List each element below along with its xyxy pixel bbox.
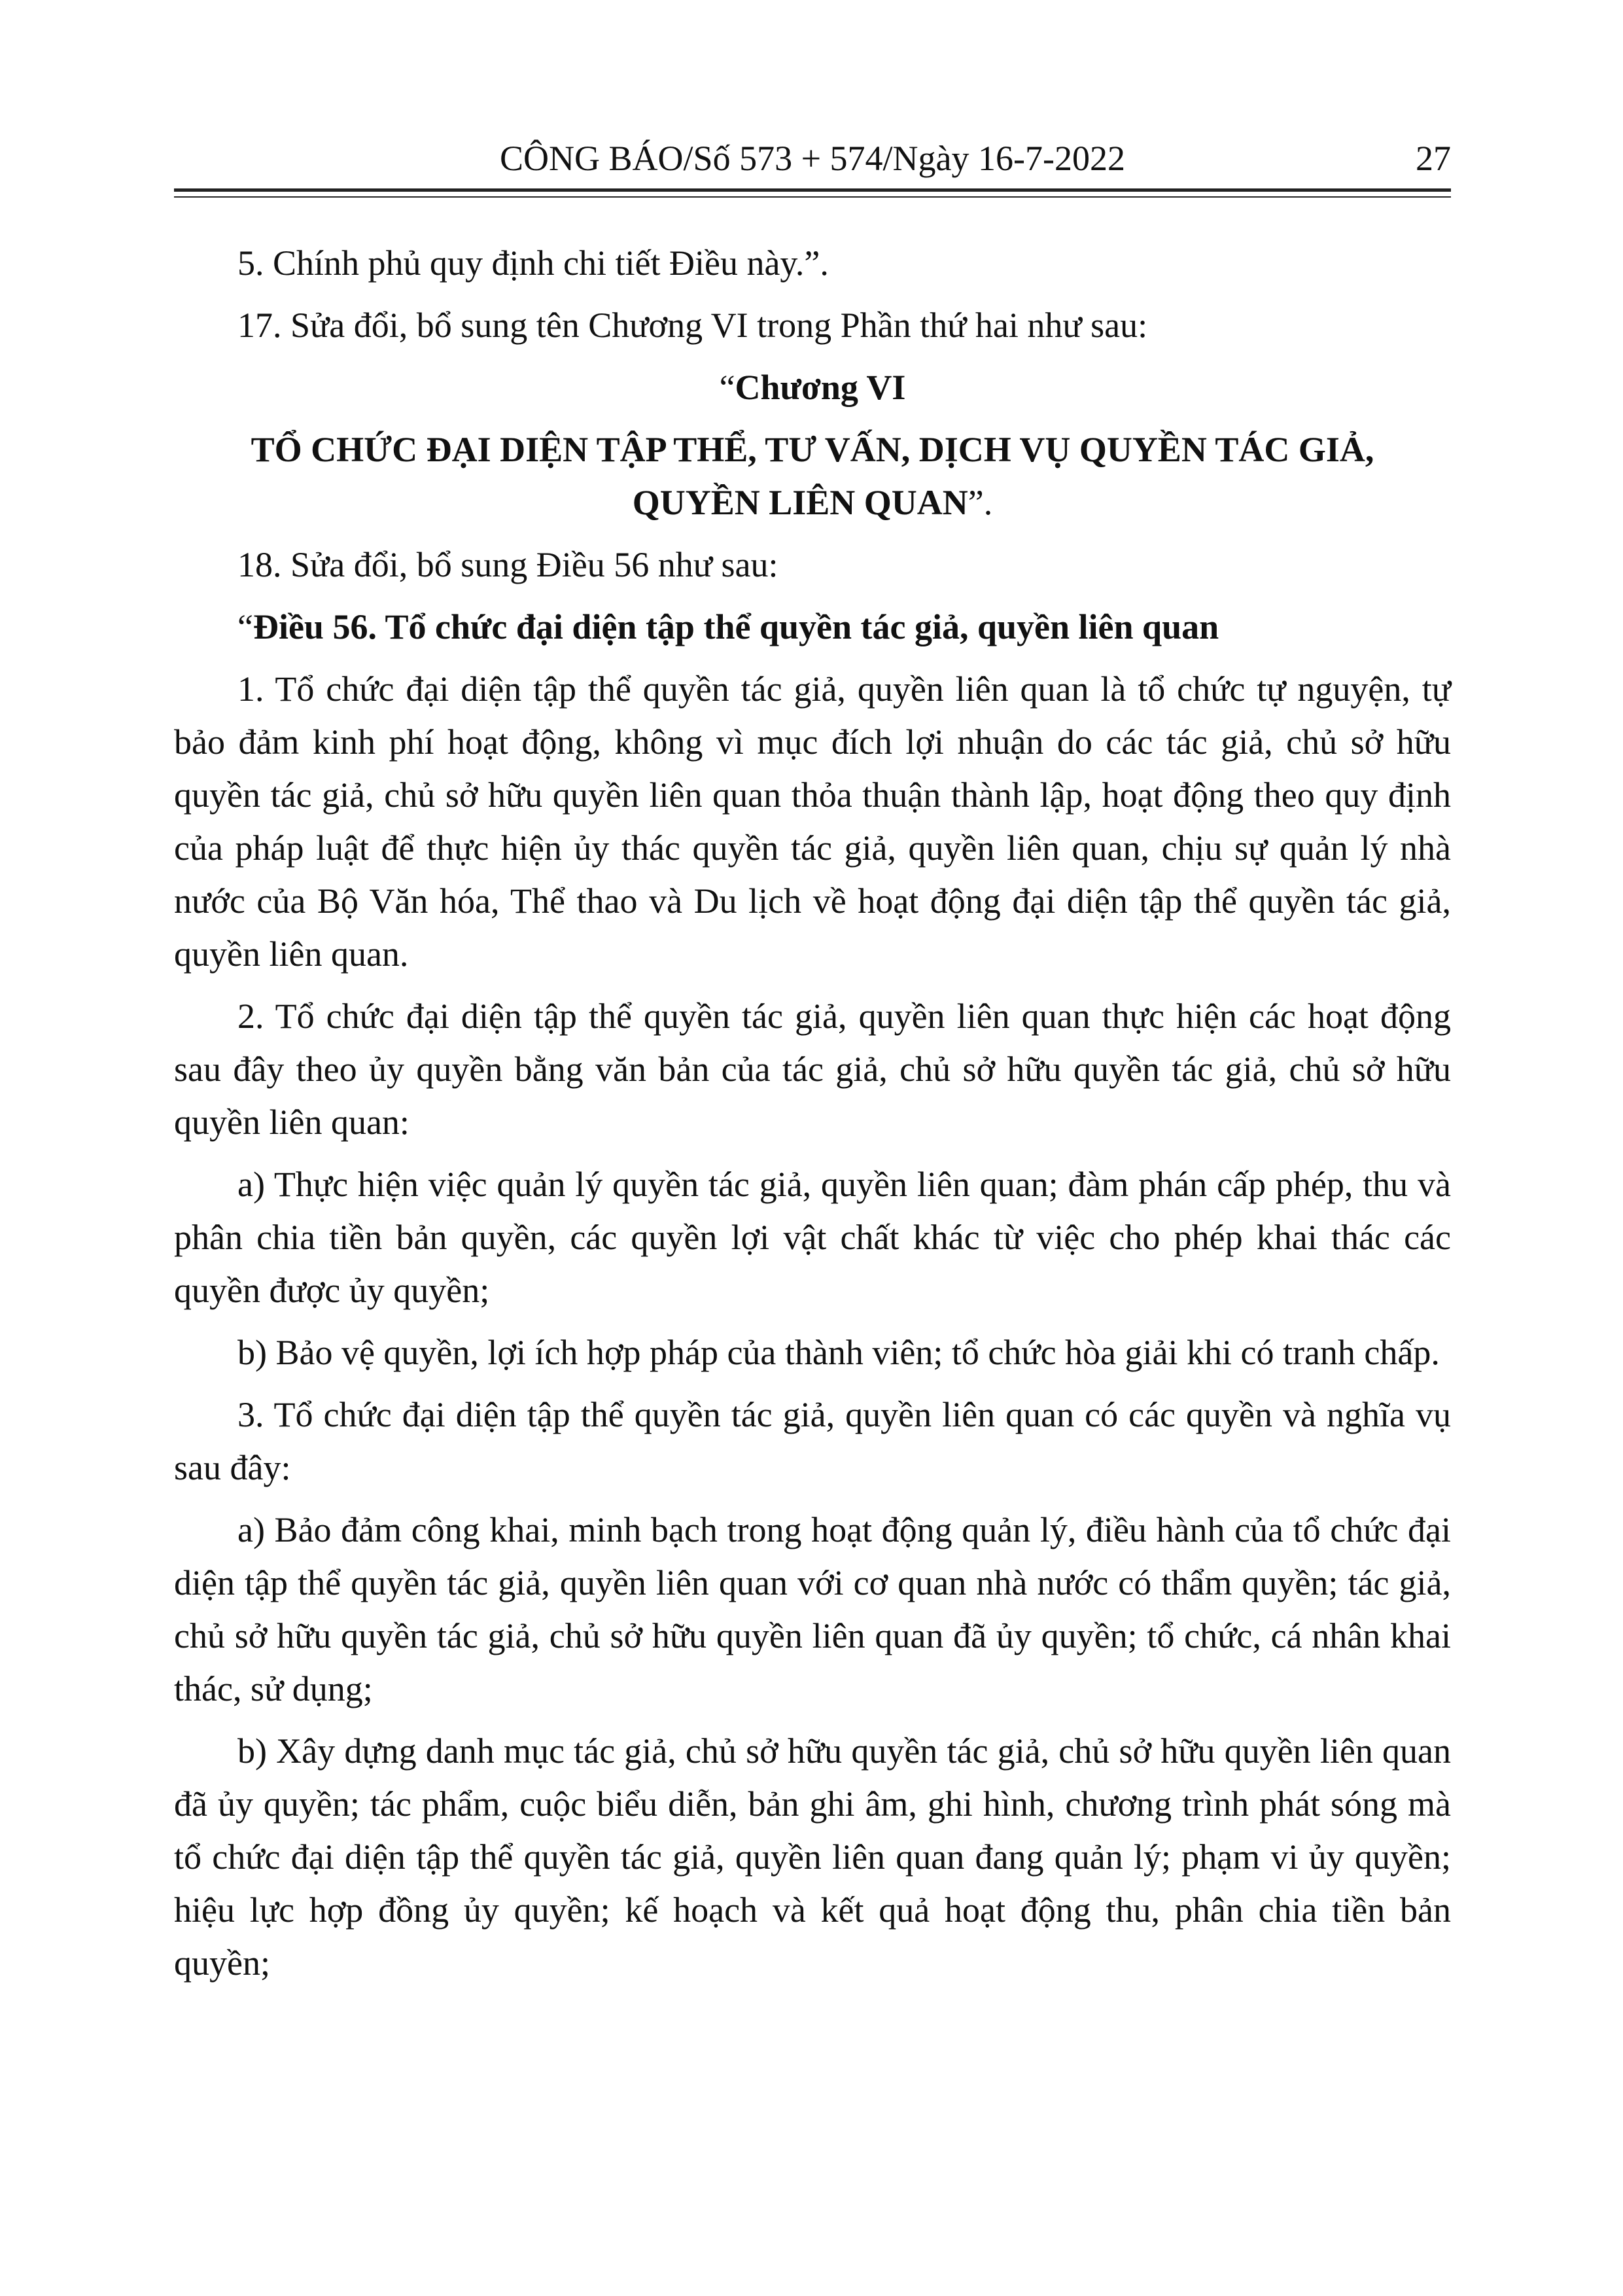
paragraph-clause-3: 3. Tổ chức đại diện tập thể quyền tác giả, quyền liên quan có các quyền và nghĩa vụ sau đây: [174,1395,1451,1487]
paragraph-amendment-18: 18. Sửa đổi, bổ sung Điều 56 như sau: [237,545,778,584]
paragraph-clause-2: 2. Tổ chức đại diện tập thể quyền tác giả, quyền liên quan thực hiện các hoạt động sau đây theo ủy quyền bằng văn bản của tác giả, chủ sở hữu quyền tác giả, chủ sở hữu quyền liên quan: [174,997,1451,1142]
chapter-title-line2: QUYỀN LIÊN QUAN [632,483,968,522]
chapter-open-quote: “ [719,368,735,407]
gazette-header-title: CÔNG BÁO/Số 573 + 574/Ngày 16-7-2022 [500,139,1125,178]
chapter-title-line1: TỔ CHỨC ĐẠI DIỆN TẬP THỂ, TƯ VẤN, DỊCH VỤ QUYỀN TÁC GIẢ, [251,430,1374,469]
paragraph-clause-3b: b) Xây dựng danh mục tác giả, chủ sở hữu quyền tác giả, chủ sở hữu quyền liên quan đã ủy quyền; tác phẩm, cuộc biểu diễn, bản ghi âm, ghi hình, chương trình phát sóng mà tổ chức đại diện tập thể quyền tác giả, quyền liên quan đang quản lý; phạm vi ủy quyền; hiệu lực hợp đồng ủy quyền; kế hoạch và kết quả hoạt động thu, phân chia tiền bản quyền; [174,1731,1451,1983]
paragraph-clause-1: 1. Tổ chức đại diện tập thể quyền tác giả, quyền liên quan là tổ chức tự nguyện, tự bảo đảm kinh phí hoạt động, không vì mục đích lợi nhuận do các tác giả, chủ sở hữu quyền tác giả, chủ sở hữu quyền liên quan thỏa thuận thành lập, hoạt động theo quy định của pháp luật để thực hiện ủy thác quyền tác giả, quyền liên quan, chịu sự quản lý nhà nước của Bộ Văn hóa, Thể thao và Du lịch về hoạt động đại diện tập thể quyền tác giả, quyền liên quan. [174,669,1451,974]
chapter-label: Chương VI [735,368,906,407]
paragraph-clause-3a: a) Bảo đảm công khai, minh bạch trong hoạt động quản lý, điều hành của tổ chức đại diện tập thể quyền tác giả, quyền liên quan với cơ quan nhà nước có thẩm quyền; tác giả, chủ sở hữu quyền tác giả, chủ sở hữu quyền liên quan đã ủy quyền; tổ chức, cá nhân khai thác, sử dụng; [174,1510,1451,1708]
article-open-quote: “ [237,607,253,646]
chapter-title-end: ”. [968,483,993,522]
chapter-title [174,423,1451,529]
document-body [174,237,1451,1999]
header-rule-thick [174,188,1451,192]
page-number: 27 [1416,139,1451,178]
article-title: Điều 56. Tổ chức đại diện tập thể quyền tác giả, quyền liên quan [253,607,1219,646]
paragraph-clause-2b: b) Bảo vệ quyền, lợi ích hợp pháp của thành viên; tổ chức hòa giải khi có tranh chấp. [237,1333,1440,1372]
header-rule-thin [174,196,1451,198]
page-header [174,139,1451,178]
paragraph-clause-5: 5. Chính phủ quy định chi tiết Điều này.”. [237,243,829,283]
paragraph-amendment-17: 17. Sửa đổi, bổ sung tên Chương VI trong Phần thứ hai như sau: [237,306,1148,345]
paragraph-clause-2a: a) Thực hiện việc quản lý quyền tác giả, quyền liên quan; đàm phán cấp phép, thu và phân chia tiền bản quyền, các quyền lợi vật chất khác từ việc cho phép khai thác các quyền được ủy quyền; [174,1165,1451,1310]
chapter-heading [174,361,1451,414]
article-heading [174,601,1451,654]
